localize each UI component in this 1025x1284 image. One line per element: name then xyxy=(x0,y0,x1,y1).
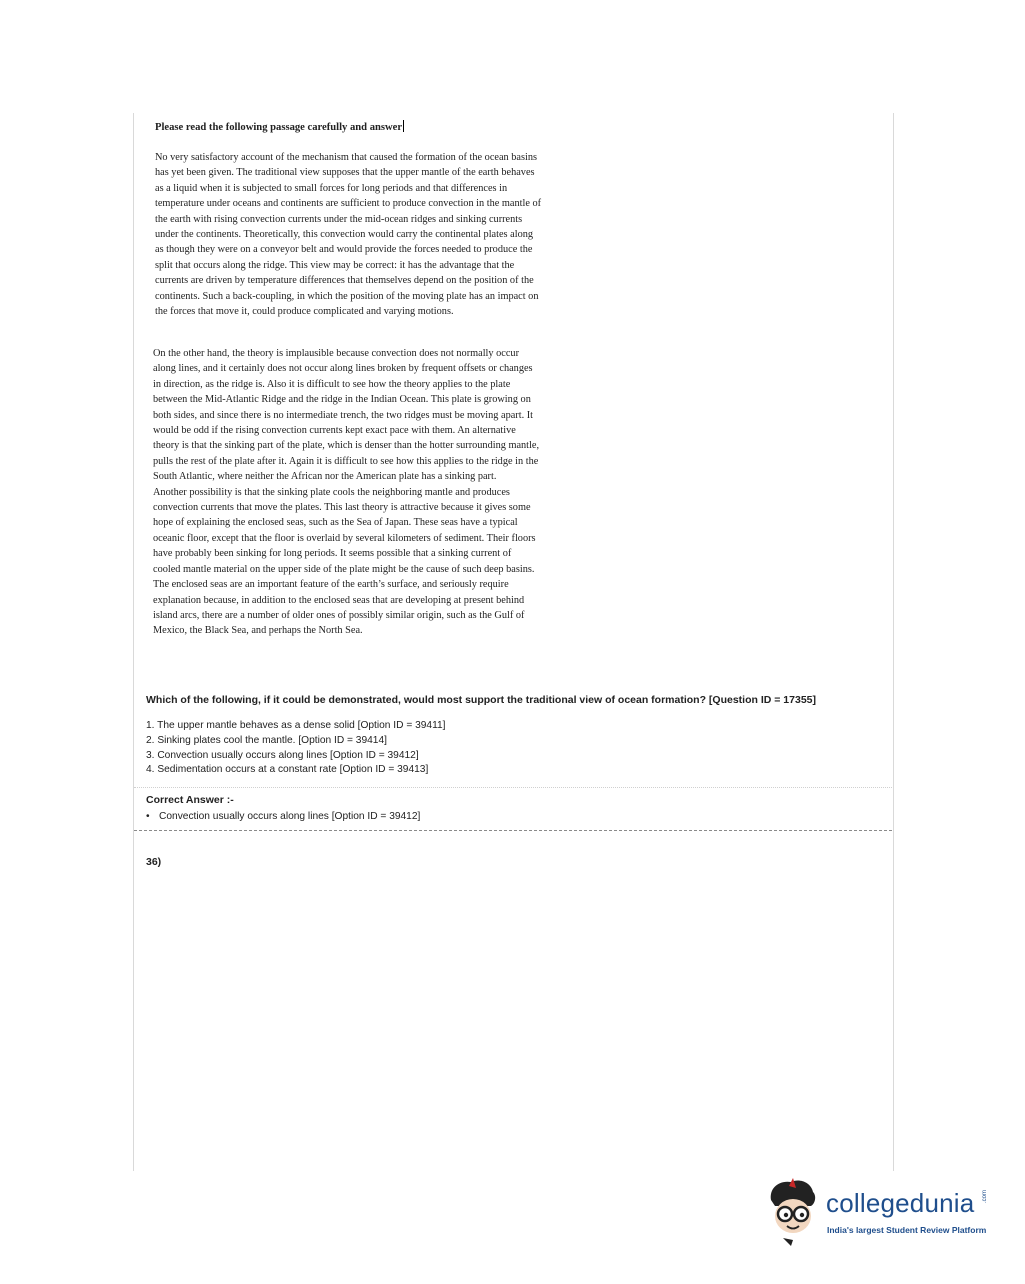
passage-line: On the other hand, the theory is implausible because convection does not normally occur xyxy=(153,348,520,359)
passage-line: the forces that move it, could produce complicated and varying motions. xyxy=(155,306,454,318)
passage-line: explanation because, in addition to the enclosed seas that are developing at present behind xyxy=(153,594,525,606)
passage-line: currents are driven by temperature differences that themselves depend on the position of the xyxy=(155,275,534,287)
question-separator xyxy=(134,830,892,831)
passage-line: in direction, as the ridge is. Also it is difficult to see how the theory applies to the plate xyxy=(153,378,511,390)
passage-line: along lines, and it certainly does not occur along lines broken by frequent offsets or changes xyxy=(153,363,533,375)
passage-line: South Atlantic, where neither the African nor the American plate has a sinking part. xyxy=(153,471,497,483)
option-item: 2. Sinking plates cool the mantle. [Option ID = 39414] xyxy=(146,734,387,746)
logo-suffix: .com xyxy=(982,1189,988,1203)
passage-line: has yet been given. The traditional view supposes that the upper mantle of the earth behaves xyxy=(155,167,535,179)
passage-line: convection currents that move the plates. This last theory is attractive because it gives some xyxy=(153,502,531,514)
passage-line: theory is that the sinking part of the plate, which is denser than the hotter surrounding mantle, xyxy=(153,440,540,452)
passage-line: have probably been sinking for long periods. It seems possible that a sinking current of xyxy=(153,548,512,560)
passage-line: would be odd if the rising convection currents kept exact pace with them. An alternative xyxy=(153,425,516,437)
passage-line: Mexico, the Black Sea, and perhaps the North Sea. xyxy=(153,625,363,637)
option-item: 1. The upper mantle behaves as a dense solid [Option ID = 39411] xyxy=(146,720,446,731)
correct-answer-title: Correct Answer :- xyxy=(146,794,234,806)
passage-line: pulls the rest of the plate after it. Again it is difficult to see how this applies to the ridge in the xyxy=(153,455,539,467)
passage-line: as a liquid when it is subjected to small forces for long periods and that differences in xyxy=(155,182,508,194)
option-item: 3. Convection usually occurs along lines [Option ID = 39412] xyxy=(146,749,419,761)
passage-line: oceanic floor, except that the floor is overlaid by several kilometers of sediment. Their floors xyxy=(153,532,536,544)
passage-line: The enclosed seas are an important feature of the earth’s surface, and seriously require xyxy=(153,579,509,591)
correct-answer-text: Convection usually occurs along lines [Option ID = 39412] xyxy=(159,811,421,822)
passage-line: under the continents. Theoretically, this convection would carry the continental plates along xyxy=(155,229,534,241)
options-list xyxy=(146,719,446,778)
passage-line: island arcs, there are a number of older ones of possibly similar origin, such as the Gulf of xyxy=(153,609,525,621)
passage-line: No very satisfactory account of the mechanism that caused the formation of the ocean basins xyxy=(155,152,537,163)
collegedunia-logo xyxy=(765,1176,995,1248)
passage-line: cooled mantle material on the upper side of the plate might be the cause of such deep basins. xyxy=(153,563,535,575)
passage-line: as though they were on a conveyor belt and would provide the forces needed to produce the xyxy=(155,244,533,256)
option-item: 4. Sedimentation occurs at a constant rate [Option ID = 39413] xyxy=(146,764,429,776)
divider xyxy=(134,787,892,788)
bullet-icon: • xyxy=(146,811,150,822)
question-text: Which of the following, if it could be demonstrated, would most support the traditional view of ocean formation? [Question ID = 17355] xyxy=(146,694,816,706)
passage-paragraph-2 xyxy=(153,346,598,639)
passage-line: continents. Such a back-coupling, in which the position of the moving plate has an impact on xyxy=(155,290,539,302)
passage-line: split that occurs along the ridge. This view may be correct: it has the advantage that the xyxy=(155,259,515,271)
passage-line: Another possibility is that the sinking plate cools the neighboring mantle and produces xyxy=(153,486,510,498)
passage-line: both sides, and since there is no intermediate trench, the two ridges must be moving apart. It xyxy=(153,409,534,421)
passage-paragraph-1 xyxy=(155,150,600,319)
passage-line: the earth with rising convection currents under the mid-ocean ridges and sinking currents xyxy=(155,213,523,225)
mascot-icon xyxy=(765,1176,825,1248)
correct-answer-item xyxy=(146,811,420,822)
logo-name: collegedunia xyxy=(826,1188,975,1218)
logo-tagline: India's largest Student Review Platform xyxy=(827,1225,987,1235)
passage-line: temperature under oceans and continents are sufficient to produce convection in the mantle of xyxy=(155,198,542,210)
passage-heading: Please read the following passage carefully and answer xyxy=(155,122,403,133)
text-cursor xyxy=(403,120,404,132)
question-number: 36) xyxy=(146,856,162,868)
passage-line: between the Mid-Atlantic Ridge and the ridge in the Indian Ocean. This plate is growing on xyxy=(153,394,531,406)
passage-line: hope of explaining the enclosed seas, such as the Sea of Japan. These seas have a typical xyxy=(153,517,518,529)
